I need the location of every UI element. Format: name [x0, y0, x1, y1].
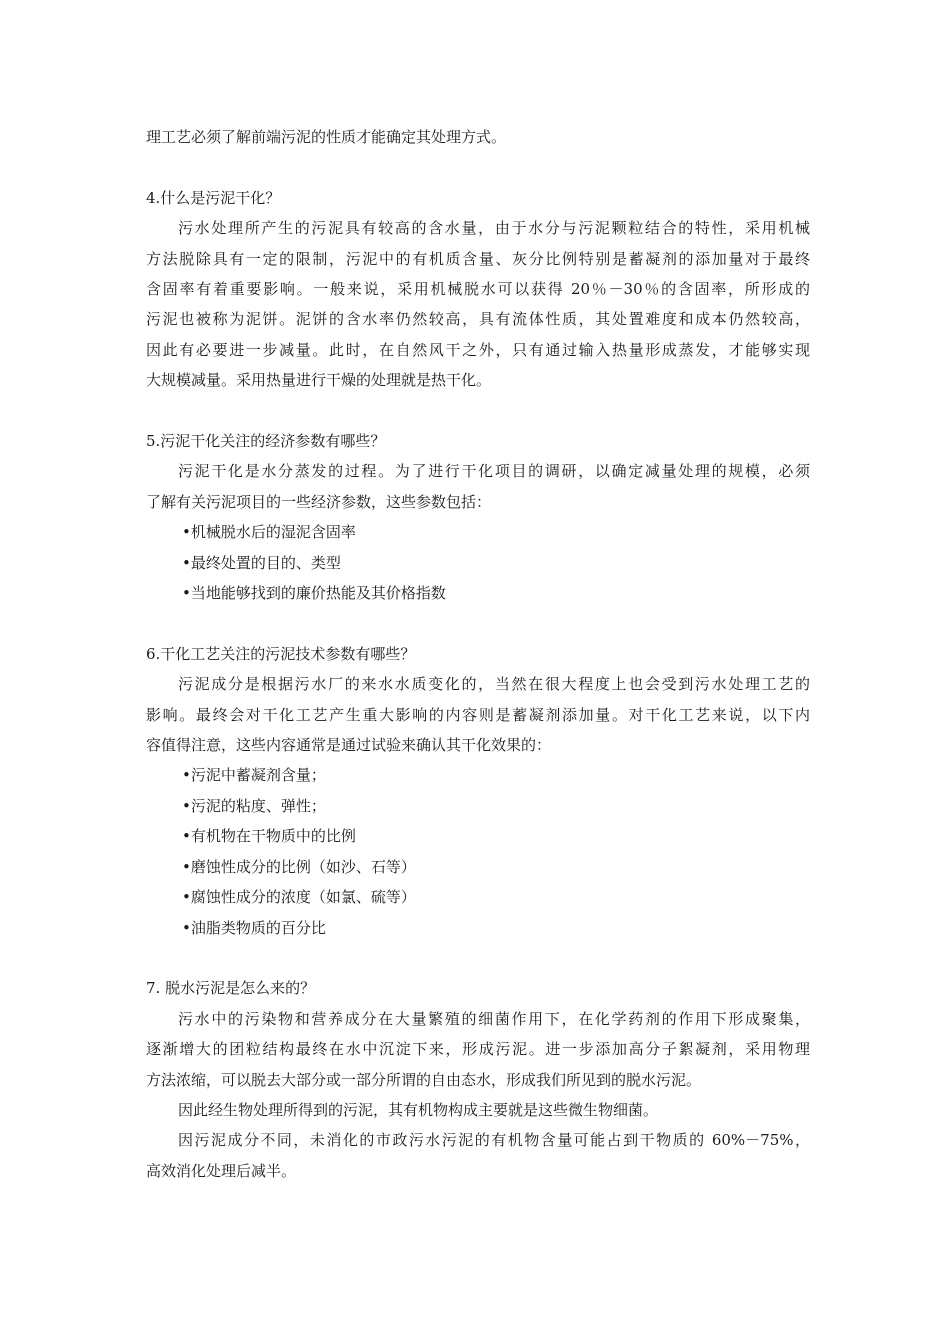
section-gap — [146, 396, 810, 426]
section-6-bullet: •油脂类物质的百分比 — [182, 918, 326, 937]
section-6-line: 污泥成分是根据污水厂的来水水质变化的，当然在很大程度上也会受到污水处理工艺的 — [178, 675, 810, 694]
section-6-line: 容值得注意，这些内容通常是通过试验来确认其干化效果的： — [146, 736, 552, 755]
section-7-line: 因此经生物处理所得到的污泥，其有机物构成主要就是这些微生物细菌。 — [178, 1100, 659, 1119]
section-6-line: 影响。最终会对干化工艺产生重大影响的内容则是蓄凝剂添加量。对干化工艺来说，以下内 — [146, 705, 810, 724]
section-7-line: 因污泥成分不同，未消化的市政污水污泥的有机物含量可能占到干物质的 60%－75%， — [178, 1131, 810, 1150]
section-6-bullet: •有机物在干物质中的比例 — [182, 827, 356, 846]
section-7-line: 逐渐增大的团粒结构最终在水中沉淀下来，形成污泥。进一步添加高分子絮凝剂，采用物理 — [146, 1040, 810, 1059]
section-gap — [146, 943, 810, 973]
section-4-line: 含固率有着重要影响。一般来说，采用机械脱水可以获得 20％－30％的含固率，所形成的 — [146, 280, 810, 299]
section-4-line: 污水处理所产生的污泥具有较高的含水量，由于水分与污泥颗粒结合的特性，采用机械 — [178, 219, 810, 238]
section-6-heading: 6.干化工艺关注的污泥技术参数有哪些？ — [146, 644, 416, 663]
section-7-line: 污水中的污染物和营养成分在大量繁殖的细菌作用下，在化学药剂的作用下形成聚集， — [178, 1009, 810, 1028]
section-5-bullet: •当地能够找到的廉价热能及其价格指数 — [182, 584, 446, 603]
section-gap — [146, 608, 810, 638]
section-7-heading: 7. 脱水污泥是怎么来的？ — [146, 979, 316, 998]
section-6-bullet: •污泥的粘度、弹性； — [182, 796, 326, 815]
section-7-line: 方法浓缩，可以脱去大部分或一部分所谓的自由态水，形成我们所见到的脱水污泥。 — [146, 1070, 702, 1089]
section-4-line: 大规模减量。采用热量进行干燥的处理就是热干化。 — [146, 371, 492, 390]
section-4-line: 污泥也被称为泥饼。泥饼的含水率仍然较高，具有流体性质，其处置难度和成本仍然较高， — [146, 310, 810, 329]
section-5-line: 污泥干化是水分蒸发的过程。为了进行干化项目的调研，以确定减量处理的规模，必须 — [178, 462, 810, 481]
section-gap — [146, 152, 810, 182]
section-5-bullet: •机械脱水后的湿泥含固率 — [182, 523, 356, 542]
intro-line: 理工艺必须了解前端污泥的性质才能确定其处理方式。 — [146, 128, 507, 146]
section-4-line: 因此有必要进一步减量。此时，在自然风干之外，只有通过输入热量形成蒸发，才能够实现 — [146, 340, 810, 359]
section-5-bullet: •最终处置的目的、类型 — [182, 553, 341, 572]
section-4-line: 方法脱除具有一定的限制，污泥中的有机质含量、灰分比例特别是蓄凝剂的添加量对于最终 — [146, 249, 810, 268]
section-7-line: 高效消化处理后减半。 — [146, 1161, 297, 1180]
section-6-bullet: •腐蚀性成分的浓度（如氯、硫等） — [182, 888, 416, 907]
document-body — [146, 122, 810, 1186]
section-5-line: 了解有关污泥项目的一些经济参数，这些参数包括： — [146, 492, 492, 511]
section-4-heading: 4.什么是污泥干化？ — [146, 188, 281, 207]
section-6-bullet: •磨蚀性成分的比例（如沙、石等） — [182, 857, 416, 876]
section-5-heading: 5.污泥干化关注的经济参数有哪些？ — [146, 432, 386, 451]
section-6-bullet: •污泥中蓄凝剂含量； — [182, 766, 326, 785]
